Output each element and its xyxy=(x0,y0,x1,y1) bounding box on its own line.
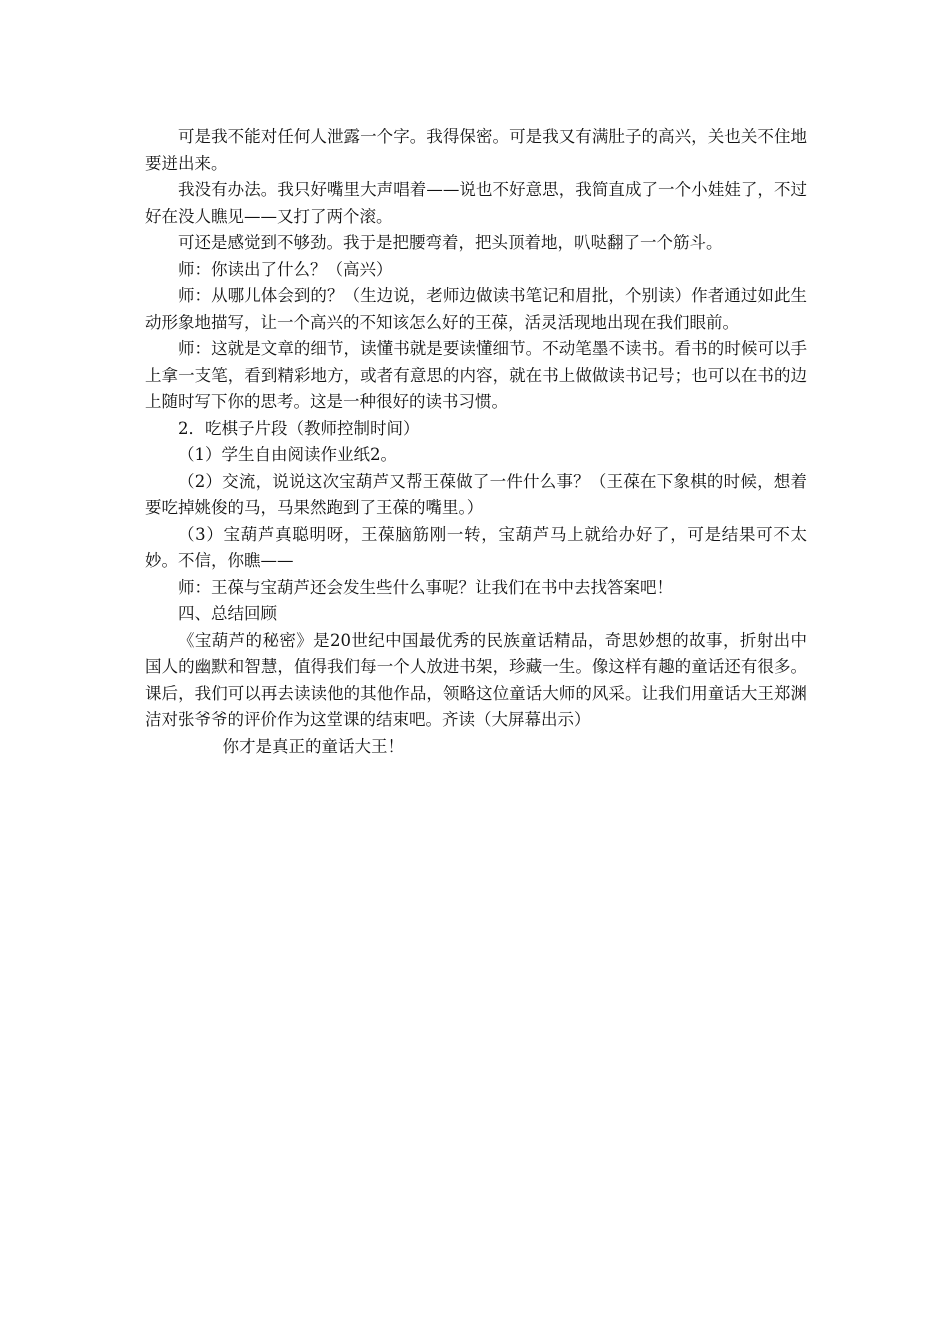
step-2: （2）交流，说说这次宝葫芦又帮王葆做了一件什么事？（王葆在下象棋的时候，想着要吃掉姚俊的马，马果然跑到了王葆的嘴里。） xyxy=(145,471,807,517)
paragraph-summary: 《宝葫芦的秘密》是20世纪中国最优秀的民族童话精品，奇思妙想的故事，折射出中国人的幽默和智慧，值得我们每一个人放进书架，珍藏一生。像这样有趣的童话还有很多。课后，我们可以再去读读他的其他作品，领略这位童话大师的风采。让我们用童话大王郑渊洁对张爷爷的评价作为这堂课的结束吧。齐读（大屏幕出示） xyxy=(145,630,807,729)
section-heading-summary: 四、总结回顾 xyxy=(178,604,277,623)
section-heading-chess: 2．吃棋子片段（教师控制时间） xyxy=(178,418,420,438)
paragraph-teacher-question: 师：你读出了什么？（高兴） xyxy=(178,259,393,279)
paragraph-secret: 可是我不能对任何人泄露一个字。我得保密。可是我又有满肚子的高兴，关也关不住地要迸出来。 xyxy=(145,127,807,173)
step-3: （3）宝葫芦真聪明呀，王葆脑筋刚一转，宝葫芦马上就给办好了，可是结果可不太妙。不信，你瞧—— xyxy=(145,524,807,570)
paragraph-somersault: 可还是感觉到不够劲。我于是把腰弯着，把头顶着地，叭哒翻了一个筋斗。 xyxy=(178,233,723,252)
step-1: （1）学生自由阅读作业纸2。 xyxy=(178,445,397,464)
document-body xyxy=(145,124,807,760)
paragraph-teacher-explanation: 师：从哪儿体会到的？（生边说，老师边做读书笔记和眉批，个别读）作者通过如此生动形象地描写，让一个高兴的不知该怎么好的王葆，活灵活现地出现在我们眼前。 xyxy=(145,286,807,332)
paragraph-singing: 我没有办法。我只好嘴里大声唱着——说也不好意思，我简直成了一个小娃娃了，不过好在没人瞧见——又打了两个滚。 xyxy=(145,180,807,226)
paragraph-teacher-prompt: 师：王葆与宝葫芦还会发生些什么事呢？让我们在书中去找答案吧！ xyxy=(178,577,673,597)
paragraph-reading-habit: 师：这就是文章的细节，读懂书就是要读懂细节。不动笔墨不读书。看书的时候可以手上拿一支笔，看到精彩地方，或者有意思的内容，就在书上做做读书记号；也可以在书的边上随时写下你的思考。这是一种很好的读书习惯。 xyxy=(145,339,807,411)
closing-line: 你才是真正的童话大王！ xyxy=(222,736,405,756)
